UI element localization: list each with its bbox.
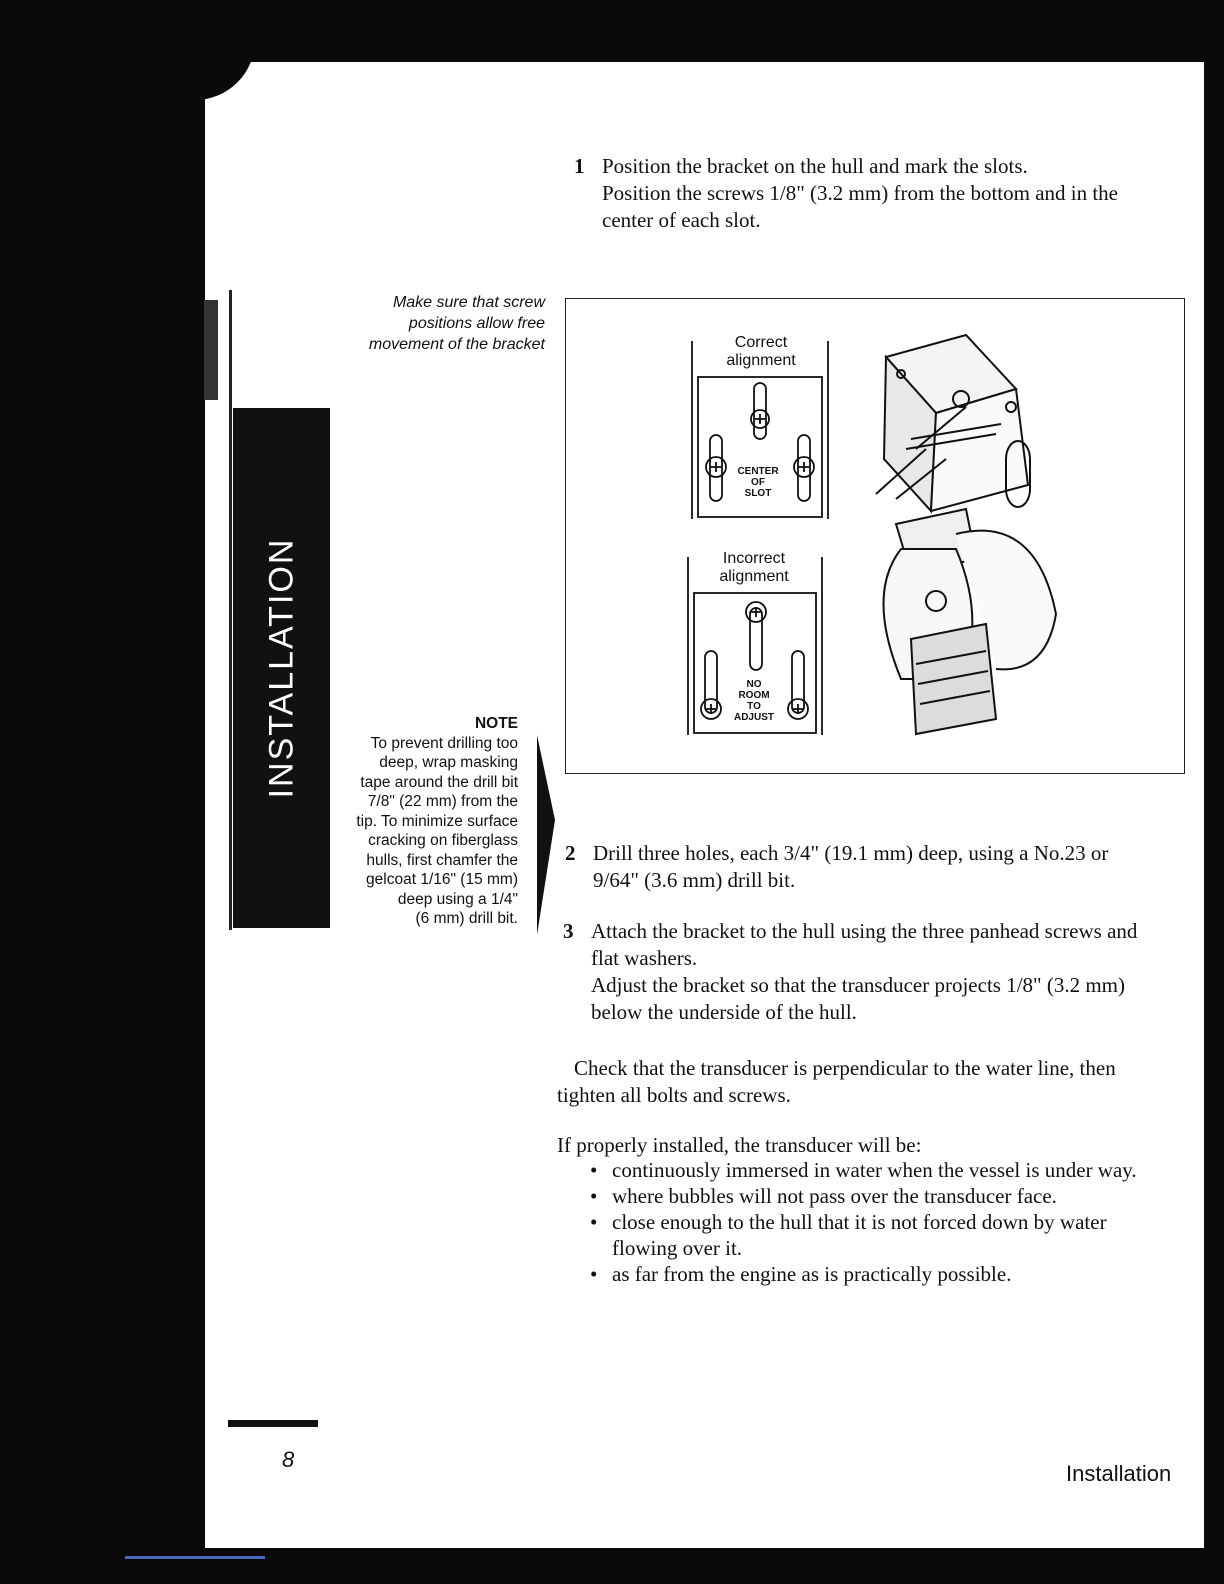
margin-note xyxy=(345,292,545,355)
bracket-alignment-figure xyxy=(565,298,1185,774)
note-heading: NOTE xyxy=(474,715,518,732)
bracket-transducer-illustration xyxy=(876,335,1056,734)
step-number: 3 xyxy=(563,919,574,943)
figure-label-line: alignment xyxy=(719,568,789,585)
margin-mark xyxy=(204,300,218,400)
scan-border-left xyxy=(0,0,205,1584)
step-number: 1 xyxy=(574,154,585,178)
paragraph-line: Check that the transducer is perpendicular to the water line, then xyxy=(574,1056,1116,1080)
list-item: • where bubbles will not pass over the transducer face. xyxy=(590,1183,1137,1209)
step-2 xyxy=(565,840,1173,894)
note-line: 7/8" (22 mm) from the xyxy=(367,793,518,810)
center-of-slot-label xyxy=(733,466,783,499)
step-number: 2 xyxy=(565,841,576,865)
step-line: Adjust the bracket so that the transducer projects 1/8" (3.2 mm) xyxy=(591,973,1126,997)
no-room-to-adjust-label xyxy=(729,679,779,723)
note-line: hulls, first chamfer the xyxy=(366,851,518,869)
figure-callout-line: CENTER xyxy=(737,466,779,477)
scan-page-corner xyxy=(195,40,255,100)
margin-note-line: positions allow free xyxy=(408,315,545,332)
incorrect-alignment-label xyxy=(694,550,814,586)
figure-callout-line: OF xyxy=(751,477,765,488)
margin-rule xyxy=(229,290,232,930)
margin-note-line: Make sure that screw xyxy=(392,294,545,311)
section-tab-label: INSTALLATION xyxy=(262,537,300,799)
step-line: Drill three holes, each 3/4" (19.1 mm) deep, using a No.23 or xyxy=(593,841,1109,865)
step-line: Attach the bracket to the hull using the three panhead screws and xyxy=(591,919,1138,943)
list-item: • close enough to the hull that it is not forced down by water flowing over it. xyxy=(590,1209,1137,1261)
figure-label-line: Incorrect xyxy=(722,550,786,567)
check-paragraph xyxy=(557,1055,1157,1109)
figure-label-line: Correct xyxy=(734,334,788,351)
figure-callout-line: ROOM xyxy=(738,690,770,701)
figure-callout-line: ADJUST xyxy=(733,712,774,723)
bracket-diagram xyxy=(566,299,1183,772)
step-3 xyxy=(563,918,1173,1026)
list-item: • as far from the engine as is practically possible. xyxy=(590,1261,1137,1287)
section-tab xyxy=(233,408,330,928)
note-line: tip. To minimize surface xyxy=(356,812,518,830)
step-line: Position the screws 1/8" (3.2 mm) from the bottom and in the xyxy=(602,181,1119,205)
margin-note-line: movement of the bracket xyxy=(368,336,545,353)
note-line: tape around the drill bit xyxy=(360,773,518,791)
page-number: 8 xyxy=(282,1447,295,1472)
installation-criteria-list xyxy=(590,1157,1137,1287)
step-line: Position the bracket on the hull and mark the slots. xyxy=(602,154,1028,178)
list-item: • continuously immersed in water when the vessel is under way. xyxy=(590,1157,1137,1183)
step-line: center of each slot. xyxy=(602,208,761,232)
note-line: gelcoat 1/16" (15 mm) xyxy=(366,871,518,888)
correct-alignment-label xyxy=(701,334,821,370)
note-pointer xyxy=(537,735,555,935)
note-line: deep, wrap masking xyxy=(379,754,518,771)
drilling-note xyxy=(340,714,518,929)
step-line: 9/64" (3.6 mm) drill bit. xyxy=(593,868,796,892)
step-1 xyxy=(574,153,1172,234)
figure-label-line: alignment xyxy=(726,352,796,369)
step-line: flat washers. xyxy=(591,946,698,970)
figure-callout-line: SLOT xyxy=(744,488,772,499)
footer-rule xyxy=(228,1420,318,1427)
step-line: below the underside of the hull. xyxy=(591,1000,857,1024)
scan-artifact xyxy=(125,1556,265,1559)
note-line: cracking on fiberglass xyxy=(368,832,518,849)
note-line: To prevent drilling too xyxy=(370,734,518,752)
figure-callout-line: TO xyxy=(747,701,761,712)
note-line: deep using a 1/4" xyxy=(397,890,518,908)
footer-section-title: Installation xyxy=(1066,1461,1172,1486)
paragraph-line: tighten all bolts and screws. xyxy=(557,1083,791,1107)
scan-border-right xyxy=(1204,0,1224,1584)
note-line: (6 mm) drill bit. xyxy=(415,910,518,927)
scan-border-bottom xyxy=(0,1548,1224,1584)
figure-callout-line: NO xyxy=(746,679,762,690)
properly-installed-intro: If properly installed, the transducer will be: xyxy=(557,1133,922,1157)
